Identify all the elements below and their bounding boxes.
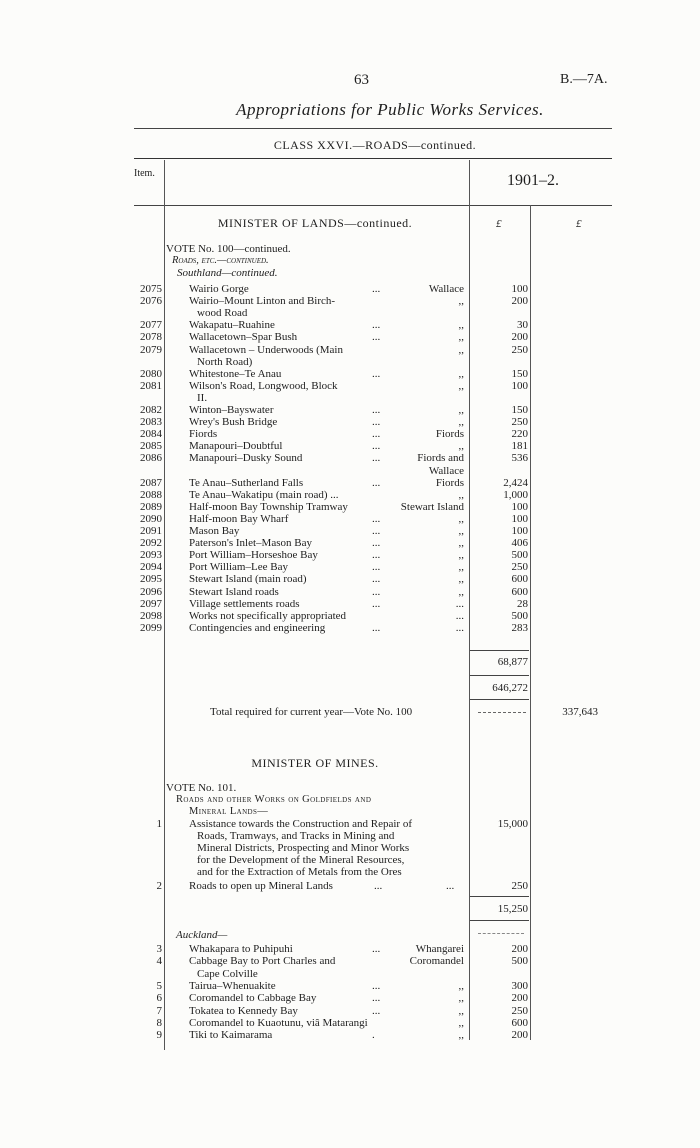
item-line: and for the Extraction of Metals from the Ores bbox=[197, 866, 402, 878]
item-name: Wilson's Road, Longwood, Block bbox=[189, 379, 338, 392]
subtotal-2: 646,272 bbox=[492, 682, 528, 694]
item-number: 2095 bbox=[140, 573, 162, 586]
table-row bbox=[0, 307, 700, 319]
item-amount: 200 bbox=[511, 943, 528, 955]
item-name: Port William–Horseshoe Bay bbox=[189, 549, 318, 562]
item-district: ,, bbox=[458, 295, 464, 308]
item-amount: 28 bbox=[517, 597, 528, 610]
item-district: ,, bbox=[458, 525, 464, 537]
item-amount: 600 bbox=[511, 573, 528, 586]
item-name: Village settlements roads bbox=[189, 597, 300, 610]
item-number: 2076 bbox=[140, 295, 162, 308]
item-district: Wallace bbox=[428, 283, 464, 295]
item-amount: 100 bbox=[511, 283, 528, 295]
table-row bbox=[0, 598, 700, 610]
item-dots: ... bbox=[372, 404, 381, 416]
item-line: Mineral Districts, Prospecting and Minor Works bbox=[197, 842, 410, 854]
item-district: Fiords and bbox=[417, 452, 464, 465]
table-row bbox=[0, 368, 700, 380]
item-district: ,, bbox=[458, 561, 464, 574]
item-number: 4 bbox=[156, 955, 162, 968]
item-amount: 150 bbox=[511, 367, 528, 380]
item-number: 2087 bbox=[140, 476, 162, 489]
item-amount: 600 bbox=[511, 1016, 528, 1029]
table-row bbox=[0, 344, 700, 356]
table-row bbox=[0, 586, 700, 598]
vote-100-total: 337,643 bbox=[562, 706, 598, 718]
item-amount: 406 bbox=[511, 537, 528, 550]
subtotal3-bottom-rule bbox=[470, 920, 529, 921]
item-number: 2089 bbox=[140, 500, 162, 513]
table-row bbox=[0, 440, 700, 452]
item-district: ,, bbox=[458, 343, 464, 356]
table-row bbox=[0, 295, 700, 307]
item-dots: ... bbox=[372, 537, 381, 550]
item-name: Works not specifically appropriated bbox=[189, 609, 347, 622]
item-amount: 250 bbox=[511, 1004, 528, 1017]
item-district: ,, bbox=[458, 585, 464, 598]
item-name: Stewart Island (main road) bbox=[189, 573, 307, 586]
item-line: Roads, Tramways, and Tracks in Mining and bbox=[197, 830, 395, 842]
item-district: ... bbox=[455, 597, 464, 610]
table-row bbox=[0, 319, 700, 331]
table-row bbox=[0, 968, 700, 980]
item-number: 8 bbox=[156, 1016, 162, 1029]
item-name: North Road) bbox=[197, 355, 253, 368]
item-dots: ... bbox=[372, 476, 381, 489]
item-number: 9 bbox=[156, 1029, 162, 1042]
item-name: Half-moon Bay Wharf bbox=[189, 512, 289, 525]
item-dots: ... bbox=[372, 416, 381, 429]
subtotal-1: 68,877 bbox=[497, 656, 528, 668]
table-row bbox=[0, 356, 700, 368]
item-amount: 181 bbox=[511, 440, 528, 453]
table-row bbox=[0, 452, 700, 464]
table-row bbox=[0, 549, 700, 561]
item-amount: 500 bbox=[511, 549, 528, 562]
item-name: Paterson's Inlet–Mason Bay bbox=[189, 537, 312, 550]
mines-item-1-line4 bbox=[0, 854, 700, 866]
item-name: Mason Bay bbox=[189, 525, 240, 537]
table-row bbox=[0, 1017, 700, 1029]
item-name: Tairua–Whenuakite bbox=[189, 979, 276, 992]
item-name: Manapouri–Doubtful bbox=[189, 440, 283, 453]
title-rule bbox=[134, 128, 612, 129]
item-amount: 250 bbox=[511, 416, 528, 429]
subtotal-3: 15,250 bbox=[497, 903, 528, 915]
item-number: 2075 bbox=[140, 283, 162, 295]
item-column-header: Item. bbox=[134, 168, 155, 179]
table-row bbox=[0, 331, 700, 343]
item-district: Fiords bbox=[435, 428, 464, 441]
item-amount: 283 bbox=[511, 621, 528, 634]
table-row bbox=[0, 489, 700, 501]
auckland-district: Auckland— bbox=[176, 929, 228, 941]
subtotal2-bottom-rule bbox=[470, 699, 529, 700]
item-name: Wrey's Bush Bridge bbox=[189, 416, 278, 429]
item-number: 2086 bbox=[140, 452, 162, 465]
item-district: ,, bbox=[458, 1029, 464, 1042]
item-district: ,, bbox=[458, 573, 464, 586]
item-district: Stewart Island bbox=[400, 500, 464, 513]
item-district: ,, bbox=[458, 331, 464, 344]
item-number: 2099 bbox=[140, 621, 162, 634]
item-amount: 500 bbox=[511, 609, 528, 622]
item-number: 1 bbox=[156, 818, 162, 830]
item-district: ,, bbox=[458, 404, 464, 416]
item-number: 2098 bbox=[140, 609, 162, 622]
header-bottom-rule bbox=[134, 205, 612, 206]
item-name: Wairio–Mount Linton and Birch- bbox=[189, 295, 336, 308]
item-amount: 220 bbox=[511, 428, 528, 441]
item-district: ,, bbox=[458, 440, 464, 453]
item-number: 2080 bbox=[140, 367, 162, 380]
minister-mines-heading: MINISTER OF MINES. bbox=[251, 756, 379, 770]
table-row bbox=[0, 392, 700, 404]
item-dots: ... bbox=[372, 549, 381, 562]
item-name: Wakapatu–Ruahine bbox=[189, 319, 275, 332]
item-amount: 100 bbox=[511, 512, 528, 525]
item-dots: ... bbox=[372, 621, 381, 634]
item-name: Cabbage Bay to Port Charles and bbox=[189, 955, 336, 968]
table-row bbox=[0, 428, 700, 440]
item-line: for the Development of the Mineral Resources, bbox=[197, 854, 405, 866]
item-number: 2083 bbox=[140, 416, 162, 429]
table-row bbox=[0, 416, 700, 428]
item-district: ,, bbox=[458, 512, 464, 525]
pound-symbol-2: £ bbox=[576, 218, 582, 230]
item-number: 2085 bbox=[140, 440, 162, 453]
document-reference: B.—7A. bbox=[560, 72, 608, 87]
item-number: 2096 bbox=[140, 585, 162, 598]
table-row bbox=[0, 610, 700, 622]
item-amount: 200 bbox=[511, 992, 528, 1005]
auckland-dash bbox=[478, 933, 524, 934]
item-amount: 600 bbox=[511, 585, 528, 598]
item-number: 2 bbox=[156, 880, 162, 892]
vote-101-heading: VOTE No. 101. bbox=[166, 782, 237, 794]
item-name: wood Road bbox=[197, 307, 248, 320]
item-name: Half-moon Bay Township Tramway bbox=[189, 500, 348, 513]
mines-item-1-line2 bbox=[0, 830, 700, 842]
item-amount: 1,000 bbox=[503, 488, 528, 501]
item-amount: 30 bbox=[517, 319, 528, 332]
table-row bbox=[0, 955, 700, 967]
mines-item-1-line3 bbox=[0, 842, 700, 854]
item-name: Te Anau–Wakatipu (main road) ... bbox=[189, 488, 339, 501]
table-row bbox=[0, 573, 700, 585]
table-row bbox=[0, 622, 700, 634]
item-name: Whakapara to Puhipuhi bbox=[189, 943, 293, 955]
table-row bbox=[0, 525, 700, 537]
item-name: Whitestone–Te Anau bbox=[189, 367, 282, 380]
item-amount: 536 bbox=[511, 452, 528, 465]
subtotal2-rule bbox=[470, 675, 529, 676]
item-dots: ... bbox=[372, 1004, 381, 1017]
item-district: ,, bbox=[458, 416, 464, 429]
item-line: Assistance towards the Construction and Repair of bbox=[189, 818, 413, 830]
item-name: Wallacetown–Spar Bush bbox=[189, 331, 298, 344]
item-dots: ... bbox=[372, 512, 381, 525]
item-name: Cape Colville bbox=[197, 967, 258, 980]
item-district: Fiords bbox=[435, 476, 464, 489]
item-dots: ... bbox=[372, 992, 381, 1005]
item-dots: . bbox=[372, 1029, 375, 1042]
item-district: ,, bbox=[458, 319, 464, 332]
item-district: ,, bbox=[458, 1004, 464, 1017]
item-name: Winton–Bayswater bbox=[189, 404, 274, 416]
item-name: II. bbox=[197, 391, 208, 404]
item-district: ... bbox=[455, 609, 464, 622]
mines-item-1-line5 bbox=[0, 866, 700, 878]
item-dots: ... bbox=[372, 943, 381, 955]
item-district: Whangarei bbox=[415, 943, 464, 955]
item-number: 7 bbox=[156, 1004, 162, 1017]
table-row bbox=[0, 1029, 700, 1041]
item-district: Coromandel bbox=[409, 955, 464, 968]
item-number: 2090 bbox=[140, 512, 162, 525]
table-row bbox=[0, 992, 700, 1004]
minister-lands-heading: MINISTER OF LANDS—continued. bbox=[217, 216, 413, 230]
item-number: 2097 bbox=[140, 597, 162, 610]
item-dots: ... bbox=[372, 979, 381, 992]
item-number: 2081 bbox=[140, 379, 162, 392]
item-amount: 200 bbox=[511, 331, 528, 344]
item-dots: ... bbox=[372, 440, 381, 453]
item-dots: ... bbox=[374, 880, 383, 892]
item-district: ,, bbox=[458, 1016, 464, 1029]
item-district: ,, bbox=[458, 992, 464, 1005]
roads-subheading: Roads, etc.—continued. bbox=[172, 255, 269, 266]
table-row bbox=[0, 477, 700, 489]
table-row bbox=[0, 380, 700, 392]
item-district: ,, bbox=[458, 979, 464, 992]
item-name: Coromandel to Cabbage Bay bbox=[189, 992, 317, 1005]
pound-symbol-1: £ bbox=[496, 218, 502, 230]
item-number: 2088 bbox=[140, 488, 162, 501]
item-number: 3 bbox=[156, 943, 162, 955]
item-number: 2082 bbox=[140, 404, 162, 416]
item-district: ,, bbox=[458, 537, 464, 550]
item-dots: ... bbox=[372, 331, 381, 344]
table-row bbox=[0, 513, 700, 525]
item-number: 2077 bbox=[140, 319, 162, 332]
item-dots: ... bbox=[372, 561, 381, 574]
table-row bbox=[0, 537, 700, 549]
item-name: Tokatea to Kennedy Bay bbox=[189, 1004, 298, 1017]
subtotal1-rule bbox=[470, 650, 529, 651]
item-district: ,, bbox=[458, 488, 464, 501]
item-dots: ... bbox=[372, 367, 381, 380]
total-label bbox=[210, 706, 412, 718]
item-amount: 500 bbox=[511, 955, 528, 968]
item-district: Wallace bbox=[428, 464, 464, 477]
class-heading: CLASS XXVI.—ROADS—continued. bbox=[273, 138, 477, 152]
vote-100-heading: VOTE No. 100—continued. bbox=[166, 243, 291, 255]
item-number: 2093 bbox=[140, 549, 162, 562]
item-amount: 250 bbox=[511, 561, 528, 574]
page-title: Appropriations for Public Works Services. bbox=[236, 100, 544, 119]
item-name: Manapouri–Dusky Sound bbox=[189, 452, 303, 465]
item-amount: 100 bbox=[511, 379, 528, 392]
goldfields-heading-line1: Roads and other Works on Goldfields and bbox=[176, 794, 372, 805]
item-amount: 300 bbox=[511, 979, 528, 992]
item-name: Te Anau–Sutherland Falls bbox=[189, 476, 304, 489]
item-amount: 150 bbox=[511, 404, 528, 416]
item-name: Wairio Gorge bbox=[189, 283, 249, 295]
item-dots: ... bbox=[372, 283, 381, 295]
item-name: Coromandel to Kuaotunu, viâ Matarangi bbox=[189, 1016, 368, 1029]
item-name: Wallacetown – Underwoods (Main bbox=[189, 343, 343, 356]
item-dots: ... bbox=[372, 597, 381, 610]
item-dots: ... bbox=[372, 428, 381, 441]
item-number: 2092 bbox=[140, 537, 162, 550]
table-row bbox=[0, 1005, 700, 1017]
item-number: 5 bbox=[156, 979, 162, 992]
item-amount: 100 bbox=[511, 525, 528, 537]
item-district: ... bbox=[455, 621, 464, 634]
item-number: 6 bbox=[156, 992, 162, 1005]
item-dots: ... bbox=[372, 573, 381, 586]
table-row bbox=[0, 465, 700, 477]
subtotal3-rule bbox=[470, 896, 529, 897]
item-number: 2079 bbox=[140, 343, 162, 356]
mines-item-1 bbox=[0, 818, 700, 830]
item-amount: 200 bbox=[511, 1029, 528, 1042]
table-row bbox=[0, 980, 700, 992]
item-name: Roads to open up Mineral Lands bbox=[189, 880, 333, 892]
item-dots: ... bbox=[372, 319, 381, 332]
item-dots: ... bbox=[372, 525, 381, 537]
goldfields-heading-line2: Mineral Lands— bbox=[189, 806, 269, 817]
item-name: Fiords bbox=[189, 428, 218, 441]
mines-item-2 bbox=[0, 880, 700, 892]
southland-district: Southland—continued. bbox=[177, 267, 278, 279]
item-dots: ... bbox=[372, 585, 381, 598]
item-amount: 100 bbox=[511, 500, 528, 513]
page-number: 63 bbox=[354, 72, 369, 88]
item-number: 2094 bbox=[140, 561, 162, 574]
item-amount: 250 bbox=[511, 343, 528, 356]
item-number: 2084 bbox=[140, 428, 162, 441]
item-number: 2078 bbox=[140, 331, 162, 344]
item-number: 2091 bbox=[140, 525, 162, 537]
item-amount: 15,000 bbox=[497, 818, 528, 830]
total-label-text: Total required for current year—Vote No. 100 bbox=[210, 706, 413, 718]
item-amount: 2,424 bbox=[503, 476, 528, 489]
item-name: Tiki to Kaimarama bbox=[189, 1029, 273, 1042]
table-row bbox=[0, 943, 700, 955]
item-district: ,, bbox=[458, 549, 464, 562]
item-name: Stewart Island roads bbox=[189, 585, 279, 598]
item-district: ,, bbox=[458, 367, 464, 380]
table-row bbox=[0, 404, 700, 416]
table-row bbox=[0, 283, 700, 295]
year-column-header: 1901–2. bbox=[507, 172, 559, 189]
table-top-rule bbox=[134, 158, 612, 159]
total-dash bbox=[478, 712, 526, 713]
item-dots: ... bbox=[446, 880, 455, 892]
item-dots: ... bbox=[372, 452, 381, 465]
item-name: Contingencies and engineering bbox=[189, 621, 326, 634]
item-amount: 250 bbox=[511, 880, 528, 892]
item-amount: 200 bbox=[511, 295, 528, 308]
item-name: Port William–Lee Bay bbox=[189, 561, 288, 574]
table-row bbox=[0, 501, 700, 513]
item-district: ,, bbox=[458, 379, 464, 392]
table-row bbox=[0, 561, 700, 573]
